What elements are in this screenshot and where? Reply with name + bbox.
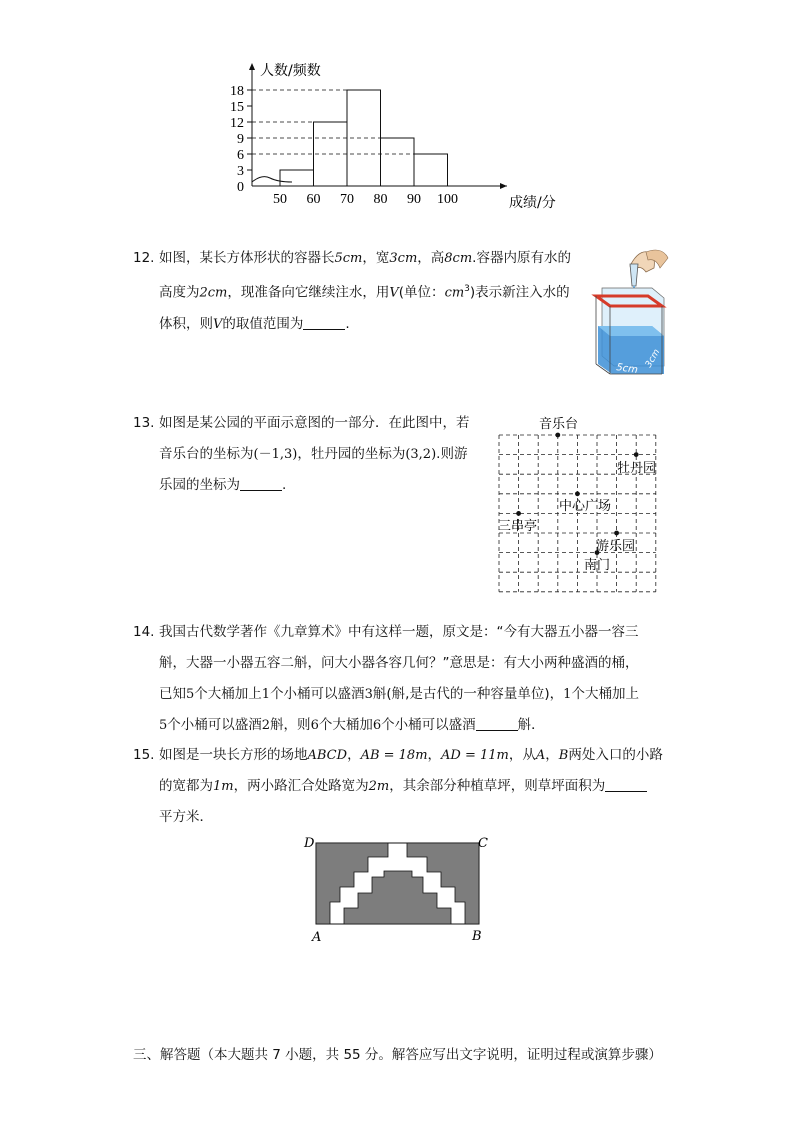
y-tick-label: 6 bbox=[237, 148, 244, 163]
length-label: 5cm bbox=[615, 362, 639, 376]
x-tick-label: 80 bbox=[373, 192, 388, 207]
width-label: 3cm bbox=[643, 347, 663, 370]
x-tick-label: 70 bbox=[340, 192, 354, 207]
y-tick-label: 9 bbox=[237, 132, 244, 147]
answer-blank[interactable] bbox=[303, 315, 345, 330]
histogram-bar bbox=[280, 170, 314, 186]
label-central-square: 中心广场 bbox=[559, 499, 612, 514]
histogram-bar bbox=[414, 154, 448, 186]
peony-garden-point bbox=[634, 452, 639, 457]
y-tick-label: 18 bbox=[230, 84, 244, 99]
y-tick-label: 12 bbox=[230, 116, 244, 131]
label-pavilion: 三串亭 bbox=[498, 519, 538, 534]
label-peony-garden: 牡丹园 bbox=[617, 461, 657, 476]
histogram-bar bbox=[381, 138, 415, 186]
answer-blank[interactable] bbox=[240, 476, 282, 491]
y-tick-label: 0 bbox=[237, 180, 244, 195]
x-tick-label: 100 bbox=[437, 192, 458, 207]
container-figure bbox=[590, 246, 670, 386]
pavilion-point bbox=[516, 511, 521, 516]
chart-xlabel: 成绩/分 bbox=[509, 195, 556, 211]
vertex-D: D bbox=[304, 836, 315, 851]
answer-blank[interactable] bbox=[476, 716, 518, 731]
park-map bbox=[495, 412, 670, 597]
q15-line-1: 如图是一块长方形的场地ABCD，AB = 18m，AD = 11m，从A，B两处入口的小路 bbox=[159, 747, 663, 763]
x-tick-label: 50 bbox=[273, 192, 287, 207]
vertex-B: B bbox=[472, 929, 482, 944]
y-axis-arrow bbox=[249, 63, 255, 70]
q14-line-3: 已知5个大桶加上1个小桶可以盛酒3斛(斛,是古代的一种容量单位)，1个大桶加上 bbox=[159, 686, 639, 702]
y-tick-label: 3 bbox=[237, 164, 244, 179]
q12-line-2: 高度为2cm，现准备向它继续注水，用V(单位：$cm^3$)表示新注入水的 bbox=[159, 284, 570, 301]
label-music-stage: 音乐台 bbox=[539, 417, 579, 432]
question-number: 14. bbox=[133, 624, 155, 640]
q14-line-4: 5个小桶可以盛酒2斛，则6个大桶加6个小桶可以盛酒 斛． bbox=[159, 717, 545, 733]
vertex-A: A bbox=[312, 930, 322, 945]
lawn-figure bbox=[302, 832, 497, 947]
q13-line-2: 音乐台的坐标为(－1,3)，牡丹园的坐标为(3,2).则游 bbox=[159, 446, 468, 462]
q13-line-1: 如图是某公园的平面示意图的一部分．在此图中，若 bbox=[159, 415, 470, 431]
x-tick-label: 90 bbox=[407, 192, 421, 207]
question-14 bbox=[133, 617, 693, 742]
q12-line-3: 体积，则V的取值范围为 . bbox=[159, 315, 350, 332]
question-number: 15. bbox=[133, 747, 155, 763]
label-south-gate: 南门 bbox=[584, 558, 611, 573]
question-number: 12. bbox=[133, 250, 155, 266]
question-13 bbox=[133, 408, 493, 503]
question-12 bbox=[133, 243, 593, 338]
q14-line-1: 我国古代数学著作《九章算术》中有这样一题，原文是：“今有大器五小器一容三 bbox=[159, 624, 639, 640]
answer-blank[interactable] bbox=[605, 777, 647, 792]
q15-line-3: 平方米． bbox=[159, 809, 213, 825]
amusement-park-point bbox=[614, 531, 619, 536]
q14-line-2: 斛，大器一小器五容二斛，问大小器各容几何？”意思是：有大小两种盛酒的桶， bbox=[159, 655, 639, 671]
q13-line-3: 乐园的坐标为 . bbox=[159, 477, 287, 493]
histogram-chart bbox=[225, 55, 575, 215]
music-stage-point bbox=[555, 433, 560, 438]
question-15 bbox=[133, 740, 693, 835]
axis-break-icon bbox=[252, 177, 292, 182]
q15-line-2: 的宽都为1m，两小路汇合处路宽为2m，其余部分种植草坪，则草坪面积为 bbox=[159, 771, 663, 802]
x-axis-arrow bbox=[500, 183, 507, 189]
x-tick-label: 60 bbox=[306, 192, 321, 207]
lawn-center bbox=[344, 871, 451, 924]
section-heading: 三、解答题（本大题共 7 小题，共 55 分。解答应写出文字说明，证明过程或演算步骤） bbox=[133, 1047, 662, 1063]
label-amusement-park: 游乐园 bbox=[596, 539, 636, 554]
question-number: 13. bbox=[133, 415, 155, 431]
vertex-C: C bbox=[478, 836, 488, 851]
q12-line-1: 如图，某长方体形状的容器长5cm，宽3cm，高8cm.容器内原有水的 bbox=[159, 250, 571, 266]
central-square-point bbox=[575, 491, 580, 496]
chart-ylabel: 人数/频数 bbox=[260, 63, 321, 79]
y-tick-label: 15 bbox=[230, 100, 244, 115]
